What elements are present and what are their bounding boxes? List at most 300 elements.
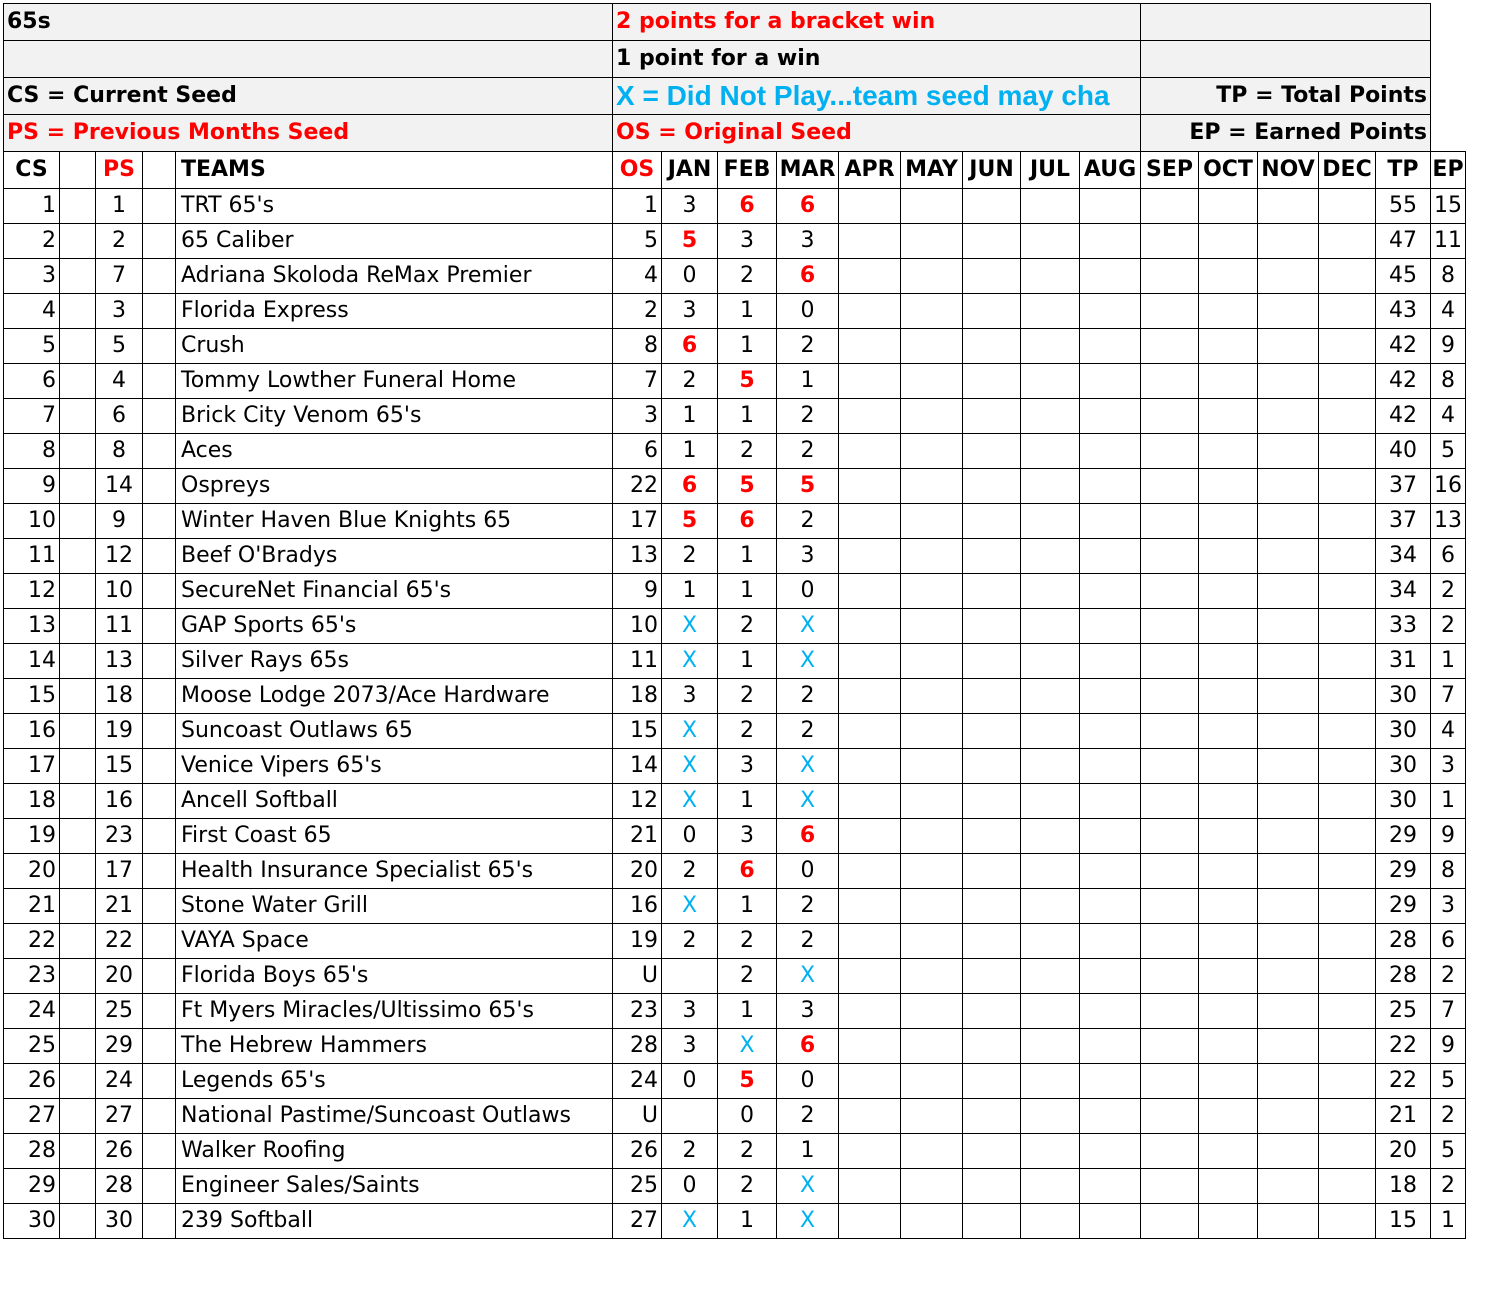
blank-cell [60,574,96,609]
month-points-cell [1258,259,1319,294]
month-points-cell [1319,784,1376,819]
total-points-cell: 45 [1376,259,1431,294]
month-points-cell [1199,1029,1258,1064]
earned-points-cell: 7 [1431,679,1466,714]
month-points-cell [1021,574,1080,609]
earned-points-cell: 9 [1431,329,1466,364]
month-points-cell: 5 [662,504,718,539]
month-points-cell [1021,189,1080,224]
blank-cell [143,854,176,889]
previous-seed-cell: 9 [96,504,143,539]
blank-cell [143,784,176,819]
earned-points-cell: 1 [1431,784,1466,819]
month-points-cell [1080,1134,1141,1169]
month-points-cell: X [777,959,839,994]
earned-points-cell: 6 [1431,924,1466,959]
column-header-month: OCT [1199,152,1258,189]
month-points-cell [1080,784,1141,819]
blank-cell [143,224,176,259]
blank-cell [60,539,96,574]
team-name-cell: First Coast 65 [176,819,613,854]
table-row [4,959,1466,994]
team-name-cell: Venice Vipers 65's [176,749,613,784]
blank-cell [60,644,96,679]
month-points-cell [901,364,963,399]
month-points-cell [1021,644,1080,679]
month-points-cell [1258,1064,1319,1099]
current-seed-cell: 21 [4,889,60,924]
total-points-cell: 42 [1376,329,1431,364]
month-points-cell [1199,1064,1258,1099]
month-points-cell [963,644,1021,679]
month-points-cell [1258,924,1319,959]
table-row [4,819,1466,854]
table-row [4,784,1466,819]
team-name-cell: 65 Caliber [176,224,613,259]
month-points-cell [1258,504,1319,539]
blank-cell [60,819,96,854]
month-points-cell [1141,399,1199,434]
total-points-cell: 40 [1376,434,1431,469]
current-seed-cell: 17 [4,749,60,784]
month-points-cell [901,504,963,539]
blank-cell [143,1029,176,1064]
month-points-cell [1021,1134,1080,1169]
month-points-cell [1319,889,1376,924]
column-header-month: APR [839,152,901,189]
month-points-cell [1199,574,1258,609]
month-points-cell [901,434,963,469]
month-points-cell [1080,1064,1141,1099]
month-points-cell [1319,364,1376,399]
month-points-cell: X [662,784,718,819]
month-points-cell [1199,679,1258,714]
original-seed-cell: U [613,1099,662,1134]
month-points-cell: 2 [718,434,777,469]
month-points-cell [839,854,901,889]
legend-win: 1 point for a win [613,41,1141,78]
month-points-cell [1258,294,1319,329]
month-points-cell [662,959,718,994]
earned-points-cell: 2 [1431,1099,1466,1134]
blank-cell [60,399,96,434]
previous-seed-cell: 3 [96,294,143,329]
table-row [4,504,1466,539]
month-points-cell [1080,714,1141,749]
month-points-cell [1080,609,1141,644]
month-points-cell [1258,784,1319,819]
legend-did-not-play: X = Did Not Play...team seed may cha [613,78,1141,115]
original-seed-cell: 27 [613,1204,662,1239]
month-points-cell [839,714,901,749]
earned-points-cell: 9 [1431,1029,1466,1064]
month-points-cell: 2 [662,539,718,574]
table-row [4,679,1466,714]
original-seed-cell: 23 [613,994,662,1029]
table-row [4,1204,1466,1239]
total-points-cell: 21 [1376,1099,1431,1134]
team-name-cell: National Pastime/Suncoast Outlaws [176,1099,613,1134]
original-seed-cell: 26 [613,1134,662,1169]
month-points-cell [1199,889,1258,924]
original-seed-cell: 1 [613,189,662,224]
month-points-cell [1199,294,1258,329]
month-points-cell [839,749,901,784]
month-points-cell: 3 [718,819,777,854]
previous-seed-cell: 12 [96,539,143,574]
month-points-cell [1141,469,1199,504]
month-points-cell [1141,889,1199,924]
month-points-cell [1141,539,1199,574]
current-seed-cell: 16 [4,714,60,749]
previous-seed-cell: 1 [96,189,143,224]
blank-cell [143,574,176,609]
month-points-cell [901,294,963,329]
previous-seed-cell: 25 [96,994,143,1029]
original-seed-cell: 7 [613,364,662,399]
month-points-cell [901,189,963,224]
month-points-cell [1319,189,1376,224]
blank-cell [143,1099,176,1134]
month-points-cell [1141,1204,1199,1239]
month-points-cell: 2 [777,714,839,749]
column-header-blank [60,152,96,189]
original-seed-cell: 15 [613,714,662,749]
legend-original-seed: OS = Original Seed [613,115,1141,152]
table-row [4,434,1466,469]
month-points-cell [1319,714,1376,749]
month-points-cell [1141,1029,1199,1064]
month-points-cell [1319,749,1376,784]
month-points-cell [1021,1204,1080,1239]
earned-points-cell: 4 [1431,294,1466,329]
month-points-cell [1080,749,1141,784]
earned-points-cell: 9 [1431,819,1466,854]
current-seed-cell: 27 [4,1099,60,1134]
column-header-os: OS [613,152,662,189]
blank-cell [60,1204,96,1239]
month-points-cell [1080,364,1141,399]
table-row [4,889,1466,924]
month-points-cell [1199,224,1258,259]
month-points-cell: 1 [718,889,777,924]
table-row [4,1099,1466,1134]
month-points-cell [963,1204,1021,1239]
month-points-cell [1199,189,1258,224]
previous-seed-cell: 8 [96,434,143,469]
month-points-cell: 1 [662,434,718,469]
blank-cell [143,364,176,399]
month-points-cell [963,1029,1021,1064]
month-points-cell [839,644,901,679]
month-points-cell [963,994,1021,1029]
table-row [4,854,1466,889]
blank-cell [143,889,176,924]
blank-cell [143,434,176,469]
earned-points-cell: 3 [1431,889,1466,924]
month-points-cell [1199,364,1258,399]
month-points-cell [1319,1204,1376,1239]
table-row [4,924,1466,959]
month-points-cell [1258,714,1319,749]
month-points-cell [1021,294,1080,329]
column-header-month: JUN [963,152,1021,189]
original-seed-cell: 18 [613,679,662,714]
month-points-cell [839,539,901,574]
month-points-cell [1080,1204,1141,1239]
original-seed-cell: U [613,959,662,994]
month-points-cell [901,644,963,679]
original-seed-cell: 2 [613,294,662,329]
current-seed-cell: 18 [4,784,60,819]
team-name-cell: VAYA Space [176,924,613,959]
table-row [4,1064,1466,1099]
month-points-cell [1080,259,1141,294]
original-seed-cell: 28 [613,1029,662,1064]
month-points-cell [1141,644,1199,679]
team-name-cell: Brick City Venom 65's [176,399,613,434]
month-points-cell [1258,1134,1319,1169]
month-points-cell: 0 [777,574,839,609]
month-points-cell [1080,329,1141,364]
month-points-cell: X [662,714,718,749]
month-points-cell [1141,224,1199,259]
blank-cell [143,1134,176,1169]
month-points-cell [1080,434,1141,469]
month-points-cell [963,574,1021,609]
table-row [4,469,1466,504]
month-points-cell [1319,329,1376,364]
month-points-cell: X [662,644,718,679]
month-points-cell [963,1134,1021,1169]
month-points-cell [839,1204,901,1239]
month-points-cell [1080,574,1141,609]
month-points-cell: 6 [777,819,839,854]
current-seed-cell: 7 [4,399,60,434]
month-points-cell [1141,434,1199,469]
team-name-cell: Crush [176,329,613,364]
month-points-cell: 2 [718,679,777,714]
previous-seed-cell: 23 [96,819,143,854]
month-points-cell [1080,644,1141,679]
month-points-cell [1319,1099,1376,1134]
table-row [4,189,1466,224]
team-name-cell: Suncoast Outlaws 65 [176,714,613,749]
month-points-cell [839,784,901,819]
legend-empty-cell [1141,41,1431,78]
month-points-cell: 2 [662,854,718,889]
month-points-cell [1199,854,1258,889]
blank-cell [143,469,176,504]
total-points-cell: 25 [1376,994,1431,1029]
month-points-cell: 2 [718,714,777,749]
current-seed-cell: 20 [4,854,60,889]
current-seed-cell: 19 [4,819,60,854]
total-points-cell: 30 [1376,784,1431,819]
current-seed-cell: 6 [4,364,60,399]
month-points-cell [1021,924,1080,959]
month-points-cell [662,1099,718,1134]
month-points-cell [839,819,901,854]
month-points-cell [1080,399,1141,434]
month-points-cell: X [718,1029,777,1064]
month-points-cell: 1 [718,329,777,364]
month-points-cell [1141,924,1199,959]
team-name-cell: Stone Water Grill [176,889,613,924]
month-points-cell [963,679,1021,714]
team-name-cell: Florida Boys 65's [176,959,613,994]
earned-points-cell: 4 [1431,399,1466,434]
month-points-cell [901,819,963,854]
team-name-cell: Ft Myers Miracles/Ultissimo 65's [176,994,613,1029]
month-points-cell [1021,1029,1080,1064]
month-points-cell [1080,679,1141,714]
current-seed-cell: 13 [4,609,60,644]
legend-bracket-win: 2 points for a bracket win [613,4,1141,41]
month-points-cell: 5 [718,1064,777,1099]
previous-seed-cell: 29 [96,1029,143,1064]
team-name-cell: TRT 65's [176,189,613,224]
month-points-cell: 0 [777,1064,839,1099]
current-seed-cell: 9 [4,469,60,504]
team-name-cell: 239 Softball [176,1204,613,1239]
original-seed-cell: 12 [613,784,662,819]
blank-cell [60,1099,96,1134]
month-points-cell [1141,364,1199,399]
blank-cell [143,609,176,644]
month-points-cell [1021,1099,1080,1134]
table-row [4,1029,1466,1064]
month-points-cell [1021,854,1080,889]
month-points-cell: 0 [777,854,839,889]
month-points-cell [1141,504,1199,539]
month-points-cell [1258,539,1319,574]
month-points-cell [839,329,901,364]
month-points-cell [1021,749,1080,784]
month-points-cell: 3 [662,994,718,1029]
month-points-cell [1199,714,1258,749]
month-points-cell [963,329,1021,364]
month-points-cell [1258,1169,1319,1204]
month-points-cell [839,469,901,504]
month-points-cell [1199,259,1258,294]
month-points-cell [963,714,1021,749]
column-header-month: JUL [1021,152,1080,189]
month-points-cell [1080,924,1141,959]
month-points-cell: 1 [718,784,777,819]
month-points-cell [963,609,1021,644]
month-points-cell [1199,609,1258,644]
month-points-cell [1021,959,1080,994]
month-points-cell: 3 [662,1029,718,1064]
month-points-cell [1080,189,1141,224]
column-header-tp: TP [1376,152,1431,189]
total-points-cell: 30 [1376,749,1431,784]
month-points-cell [839,994,901,1029]
month-points-cell: 2 [662,1134,718,1169]
month-points-cell: 2 [718,1134,777,1169]
previous-seed-cell: 19 [96,714,143,749]
month-points-cell [1199,399,1258,434]
month-points-cell [1080,504,1141,539]
month-points-cell [1199,1204,1258,1239]
column-header-ps: PS [96,152,143,189]
blank-cell [143,294,176,329]
original-seed-cell: 25 [613,1169,662,1204]
month-points-cell [963,399,1021,434]
month-points-cell: 2 [718,959,777,994]
original-seed-cell: 21 [613,819,662,854]
table-row [4,574,1466,609]
month-points-cell: 6 [662,469,718,504]
month-points-cell [839,224,901,259]
total-points-cell: 42 [1376,364,1431,399]
earned-points-cell: 2 [1431,609,1466,644]
blank-cell [143,714,176,749]
month-points-cell [1141,994,1199,1029]
month-points-cell [839,959,901,994]
month-points-cell: 3 [777,539,839,574]
month-points-cell [1080,854,1141,889]
total-points-cell: 29 [1376,854,1431,889]
month-points-cell [1199,539,1258,574]
month-points-cell: 1 [777,1134,839,1169]
blank-cell [143,399,176,434]
month-points-cell: X [662,609,718,644]
total-points-cell: 55 [1376,189,1431,224]
month-points-cell [1258,469,1319,504]
blank-cell [60,434,96,469]
previous-seed-cell: 18 [96,679,143,714]
month-points-cell [839,1134,901,1169]
team-name-cell: The Hebrew Hammers [176,1029,613,1064]
month-points-cell: 1 [718,994,777,1029]
month-points-cell [1319,1029,1376,1064]
month-points-cell [1319,469,1376,504]
month-points-cell: 3 [662,189,718,224]
column-header-month: JAN [662,152,718,189]
month-points-cell [1319,1064,1376,1099]
month-points-cell: X [777,609,839,644]
month-points-cell [1021,609,1080,644]
month-points-cell: 6 [718,504,777,539]
month-points-cell [901,1204,963,1239]
blank-cell [60,1169,96,1204]
month-points-cell [1021,434,1080,469]
original-seed-cell: 4 [613,259,662,294]
month-points-cell [839,364,901,399]
previous-seed-cell: 27 [96,1099,143,1134]
table-row [4,364,1466,399]
current-seed-cell: 1 [4,189,60,224]
month-points-cell [1021,1169,1080,1204]
month-points-cell [839,1064,901,1099]
month-points-cell [839,1169,901,1204]
month-points-cell [1319,294,1376,329]
current-seed-cell: 26 [4,1064,60,1099]
month-points-cell: X [662,749,718,784]
month-points-cell [1258,434,1319,469]
month-points-cell: X [777,1169,839,1204]
column-header-cs: CS [4,152,60,189]
month-points-cell [1141,294,1199,329]
month-points-cell: X [777,644,839,679]
original-seed-cell: 13 [613,539,662,574]
table-row [4,329,1466,364]
blank-cell [60,364,96,399]
month-points-cell [839,294,901,329]
total-points-cell: 18 [1376,1169,1431,1204]
